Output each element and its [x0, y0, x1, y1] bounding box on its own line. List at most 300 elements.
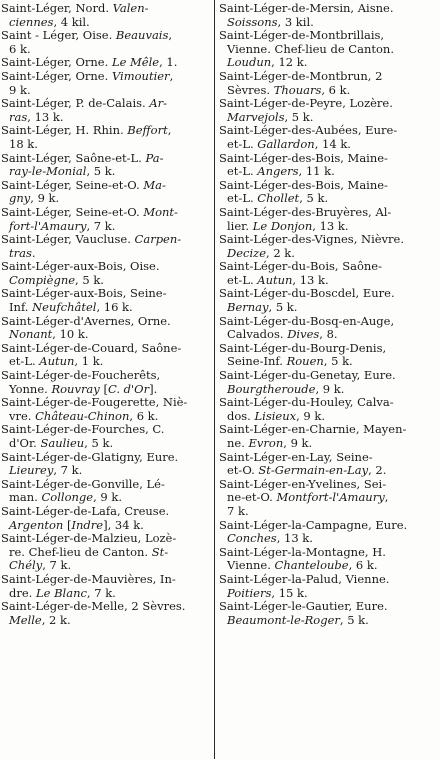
gazetteer-entry: [219, 600, 439, 627]
place-name-italic: Pa-: [145, 151, 164, 165]
entry-headline: [1, 260, 212, 274]
entry-continuation: [1, 84, 212, 98]
entry-continuation: [1, 464, 212, 478]
place-name-italic: Mont-: [143, 205, 178, 219]
gazetteer-entry: [1, 233, 212, 260]
entry-headline: [219, 396, 439, 410]
entry-text: , 10 k.: [52, 328, 89, 342]
place-name-italic: Rouvray: [51, 382, 100, 396]
gazetteer-entry: [219, 423, 439, 450]
entry-continuation: [1, 614, 212, 628]
place-name-italic: Chollet: [257, 192, 300, 206]
entry-continuation: [219, 138, 439, 152]
entry-headline: [219, 600, 439, 614]
entry-continuation: [1, 546, 212, 560]
entry-text: Vienne.: [227, 559, 275, 573]
entry-text: , 9 k.: [283, 437, 313, 450]
entry-headline: [1, 70, 212, 84]
entry-continuation: [219, 614, 439, 628]
entry-headline: [1, 179, 212, 193]
gazetteer-entry: [219, 369, 439, 396]
gazetteer-entry: [1, 2, 212, 29]
entry-continuation: [1, 220, 212, 234]
entry-text: , 13 k.: [27, 110, 64, 124]
entry-text: Saint-Léger-du-Bois, Saône-: [219, 260, 382, 274]
place-name-italic: Autun: [257, 273, 293, 287]
gazetteer-entry: [219, 233, 439, 260]
entry-text: Saint-Léger-la-Campagne, Eure.: [219, 518, 408, 532]
entry-text: Saint-Léger-du-Bourg-Denis,: [219, 341, 387, 355]
entry-text: Saint-Léger-d'Avernes, Orne.: [1, 314, 171, 328]
gazetteer-entry: [1, 600, 212, 627]
gazetteer-entry: [1, 315, 212, 342]
entry-text: , 6 k.: [321, 83, 351, 97]
place-name-italic: Marvejols: [227, 110, 285, 124]
entry-text: , 6 k.: [129, 409, 159, 423]
gazetteer-entry: [219, 179, 439, 206]
entry-text: , 5 k.: [86, 165, 116, 179]
entry-headline: [219, 260, 439, 274]
entry-continuation: [1, 383, 212, 397]
entry-text: Saint-Léger-aux-Bois, Oise.: [1, 260, 160, 274]
gazetteer-entry: [219, 260, 439, 287]
entry-continuation: [219, 43, 439, 57]
entry-text: ].: [149, 382, 158, 396]
place-name-italic: ras: [9, 110, 28, 124]
gazetteer-entry: [1, 532, 212, 573]
entry-text: Saint - Léger, Oise.: [1, 29, 116, 43]
entry-text: Saint-Léger-en-Yvelines, Sei-: [219, 477, 387, 491]
entry-text: Saint-Léger-de-Foucherêts,: [1, 369, 161, 383]
entry-headline: [1, 342, 212, 356]
entry-text: Saint-Léger, Seine-et-O.: [1, 205, 144, 219]
entry-continuation: [219, 247, 439, 261]
place-name-italic: Rouen: [286, 355, 324, 369]
entry-text: Saint-Léger-de-Melle, 2 Sèvres.: [1, 600, 186, 614]
entry-text: [: [99, 382, 108, 396]
entry-text: Saint-Léger-de-Peyre, Lozère.: [219, 97, 393, 111]
gazetteer-entry: [1, 260, 212, 287]
entry-text: , 13 k.: [276, 532, 313, 546]
entry-text: , 9 k.: [296, 409, 326, 423]
entry-text: , 14 k.: [314, 137, 351, 151]
entry-text: , 11 k.: [298, 165, 335, 179]
entry-headline: [1, 451, 212, 465]
gazetteer-entry: [1, 573, 212, 600]
gazetteer-entry: [1, 396, 212, 423]
place-name-italic: Lieurey: [9, 464, 54, 478]
entry-headline: [1, 97, 212, 111]
gazetteer-entry: [1, 56, 212, 70]
entry-text: Calvados.: [227, 328, 288, 342]
entry-text: , 6 k.: [348, 559, 378, 573]
entry-headline: [1, 315, 212, 329]
gazetteer-entry: [1, 287, 212, 314]
place-name-italic: Beffort: [127, 124, 168, 138]
entry-text: Saint-Léger,: [1, 2, 76, 15]
gazetteer-entry: [219, 97, 439, 124]
entry-headline: [1, 505, 212, 519]
entry-continuation: [219, 532, 439, 546]
gazetteer-entry: [219, 287, 439, 314]
gazetteer-entry: [1, 451, 212, 478]
entry-text: Saint-Léger-en-Lay, Seine-: [219, 450, 373, 464]
gazetteer-entry: [219, 546, 439, 573]
place-name-italic: Beauvais: [115, 29, 169, 43]
place-name-italic: Soissons: [227, 15, 278, 29]
entry-continuation: [1, 437, 212, 451]
entry-headline: [1, 56, 212, 70]
entry-continuation: [1, 111, 212, 125]
entry-headline: [219, 315, 439, 329]
entry-text: Saint-Léger-la-Palud, Vienne.: [219, 572, 390, 586]
entry-text: Saint-Léger-du-Genetay, Eure.: [219, 369, 396, 383]
entry-text: , 1.: [159, 56, 178, 70]
entry-text: ,: [167, 124, 172, 138]
entry-headline: [219, 29, 439, 43]
entry-text: Saint-Léger-de-Montbrillais,: [219, 29, 385, 43]
entry-text: d'Or.: [9, 437, 41, 450]
place-name-italic: Gallardon: [257, 137, 315, 151]
entry-headline: [1, 233, 212, 247]
place-name-italic: Indre: [71, 518, 104, 532]
place-name-italic: Valen-: [112, 2, 149, 15]
entry-continuation: [219, 410, 439, 424]
entry-text: 18 k.: [9, 137, 38, 151]
entry-text: Saint-Léger-en-Charnie, Mayen-: [219, 423, 407, 437]
place-name-italic: Le Mêle: [111, 56, 160, 70]
entry-continuation: [1, 274, 212, 288]
entry-text: Saint-Léger-de-Mauvières, In-: [1, 572, 176, 586]
entry-text: , 16 k.: [96, 301, 133, 315]
entry-text: , 5 k.: [323, 355, 353, 369]
place-name-italic: Carpen-: [134, 233, 182, 247]
entry-headline: [219, 287, 439, 301]
entry-continuation: [1, 138, 212, 152]
entry-text: Saint-Léger-de-Couard, Saône-: [1, 341, 182, 355]
entry-text: 9 k.: [9, 83, 31, 97]
entry-headline: [1, 423, 212, 437]
entry-text: , 5 k.: [339, 613, 369, 627]
entry-headline: [1, 2, 212, 16]
place-name-italic: Chély: [9, 559, 43, 573]
entry-headline: [219, 478, 439, 492]
entry-text: , 8.: [319, 328, 338, 342]
entry-text: Saint-Léger-de-Mersin, Aisne.: [219, 2, 394, 15]
place-name-italic: Poitiers: [227, 586, 272, 600]
entry-text: , 2 k.: [266, 246, 295, 260]
place-name-italic: Ma-: [143, 178, 166, 192]
entry-text: , 9 k.: [30, 192, 60, 206]
entry-text: Saint-Léger-du-Boscdel, Eure.: [219, 287, 395, 301]
entry-text: , 5 k.: [268, 301, 298, 315]
place-name-italic: fort-l'Amaury: [9, 219, 87, 233]
entry-text: Saint-Léger, Seine-et-O.: [1, 178, 144, 192]
gazetteer-entry: [219, 124, 439, 151]
gazetteer-entry: [1, 124, 212, 151]
entry-text: Saint-Léger-de-Malzieu, Lozè-: [1, 532, 177, 546]
entry-continuation: [1, 491, 212, 505]
entry-text: Saint-Léger-des-Bruyères, Al-: [219, 205, 392, 219]
entry-text: , 5 k.: [299, 192, 329, 206]
entry-continuation: [219, 383, 439, 397]
entry-headline: [219, 342, 439, 356]
gazetteer-entry: [1, 369, 212, 396]
entry-headline: [219, 70, 439, 84]
place-name-italic: Ar-: [149, 97, 168, 111]
entry-continuation: [219, 559, 439, 573]
entry-headline: [219, 451, 439, 465]
entry-text: Saint-Léger, Vaucluse.: [1, 233, 135, 247]
entry-headline: [219, 573, 439, 587]
gazetteer-entry: [1, 152, 212, 179]
entry-headline: [219, 206, 439, 220]
gazetteer-entry: [219, 29, 439, 70]
place-name-italic: Bernay: [227, 301, 269, 315]
entry-text: et-L.: [9, 355, 40, 369]
entry-text: vre.: [9, 409, 36, 423]
entry-continuation: [1, 355, 212, 369]
entry-headline: [1, 532, 212, 546]
entry-text: , 12 k.: [271, 56, 308, 70]
entry-headline: [219, 546, 439, 560]
place-name-italic: St-Germain-en-Lay: [258, 464, 369, 478]
entry-text: lier.: [227, 219, 253, 233]
entry-headline: [219, 179, 439, 193]
entry-text: , 13 k.: [312, 219, 349, 233]
entry-text: ,: [168, 29, 173, 43]
entry-headline: [219, 152, 439, 166]
entry-text: Saint-Léger-des-Vignes, Nièvre.: [219, 233, 405, 247]
place-name-italic: Montfort-l'Amaury: [276, 491, 385, 505]
entry-text: re. Chef-lieu de Canton.: [9, 545, 152, 559]
entry-text: , 7 k.: [86, 586, 116, 600]
entry-continuation: [219, 301, 439, 315]
gazetteer-entry: [219, 478, 439, 519]
entry-continuation: [1, 587, 212, 601]
gazetteer-entry: [1, 97, 212, 124]
place-name-italic: Vimoutier: [111, 69, 170, 83]
entry-text: ne.: [227, 437, 249, 450]
entry-text: et-L.: [227, 192, 258, 206]
place-name-italic: Angers: [257, 165, 299, 179]
entry-text: Seine-Inf.: [227, 355, 287, 369]
place-name-italic: Nonant: [9, 328, 53, 342]
gazetteer-entry: [219, 573, 439, 600]
place-name-italic: Decize: [227, 246, 267, 260]
entry-text: Saint-Léger-de-Fougerette, Niè-: [1, 396, 188, 410]
place-name-italic: Thouars: [273, 83, 322, 97]
entry-text: Vienne. Chef-lieu de Canton.: [227, 42, 394, 56]
gazetteer-entry: [1, 478, 212, 505]
entry-text: 7 k.: [227, 504, 249, 518]
place-name-italic: ray-le-Monial: [9, 165, 87, 179]
place-name-italic: Château-Chinon: [35, 409, 130, 423]
place-name-italic: Chanteloube: [274, 559, 349, 573]
entry-text: ], 34 k.: [103, 518, 144, 532]
entry-continuation: [219, 192, 439, 206]
place-name-italic: gny: [9, 192, 31, 206]
entry-text: Saint-Léger, Orne.: [1, 56, 112, 70]
entry-text: , 13 k.: [292, 273, 329, 287]
entry-text: ne-et-O.: [227, 491, 277, 505]
entry-headline: [1, 600, 212, 614]
entry-text: Saint-Léger-de-Fourches, C.: [1, 423, 165, 437]
entry-text: 6 k.: [9, 42, 31, 56]
entry-text: man.: [9, 491, 42, 505]
entry-text: [: [63, 518, 72, 532]
entry-continuation: [1, 192, 212, 206]
entry-text: Saint-Léger-de-Gonville, Lé-: [1, 477, 165, 491]
entry-text: , 1 k.: [74, 355, 104, 369]
gazetteer-entry: [219, 315, 439, 342]
place-name-italic: Le Blanc: [35, 586, 87, 600]
entry-headline: [1, 29, 212, 43]
right-column: [219, 2, 439, 759]
entry-headline: [219, 423, 439, 437]
entry-text: ,: [384, 491, 389, 505]
gazetteer-entry: [219, 396, 439, 423]
entry-text: Saint-Léger-des-Bois, Maine-: [219, 178, 388, 192]
entry-text: Saint-Léger, Saône-et-L.: [1, 151, 146, 165]
gazetteer-entry: [1, 423, 212, 450]
place-name-italic: Loudun: [227, 56, 272, 70]
entry-text: Saint-Léger-le-Gautier, Eure.: [219, 600, 388, 614]
entry-text: , 9 k.: [315, 382, 345, 396]
entry-text: Saint-Léger, P. de-Calais.: [1, 97, 150, 111]
gazetteer-entry: [1, 342, 212, 369]
entry-continuation: [219, 491, 439, 505]
entry-continuation: [219, 84, 439, 98]
gazetteer-entry: [219, 70, 439, 97]
entry-text: dos.: [227, 409, 255, 423]
entry-headline: [1, 152, 212, 166]
entry-text: Saint-Léger-de-Montbrun, 2: [219, 69, 383, 83]
entry-headline: [219, 519, 439, 533]
entry-continuation: [219, 355, 439, 369]
entry-continuation: [1, 43, 212, 57]
place-name-italic: Beaumont-le-Roger: [227, 613, 340, 627]
entry-continuation: [219, 587, 439, 601]
place-name-italic: Melle: [9, 613, 42, 627]
entry-headline: [219, 124, 439, 138]
entry-headline: [1, 573, 212, 587]
place-name-italic: Bourgtheroude: [227, 382, 316, 396]
entry-text: Saint-Léger-de-Lafa, Creuse.: [1, 504, 170, 518]
entry-text: , 2 k.: [41, 613, 71, 627]
place-name-italic: tras: [9, 246, 32, 260]
entry-text: , 5 k.: [284, 110, 314, 124]
place-name-italic: Neufchâtel: [32, 301, 97, 315]
entry-text: , 15 k.: [271, 586, 308, 600]
place-name-italic: Collonge: [41, 491, 94, 505]
gazetteer-entry: [219, 451, 439, 478]
entry-text: Nord.: [75, 2, 113, 15]
entry-continuation: [1, 519, 212, 533]
entry-text: Saint-Léger-des-Aubées, Eure-: [219, 124, 398, 138]
entry-text: , 3 kil.: [277, 15, 314, 29]
entry-continuation: [1, 410, 212, 424]
entry-text: Saint-Léger-des-Bois, Maine-: [219, 151, 388, 165]
entry-text: , 7 k.: [42, 559, 72, 573]
gazetteer-entry: [1, 179, 212, 206]
entry-text: dre.: [9, 586, 36, 600]
entry-continuation: [1, 165, 212, 179]
entry-text: , 9 k.: [93, 491, 122, 505]
entry-text: , 4 kil.: [53, 15, 90, 29]
entry-continuation: [219, 274, 439, 288]
entry-headline: [219, 369, 439, 383]
entry-text: , 7 k.: [53, 464, 83, 478]
entry-headline: [1, 124, 212, 138]
entry-text: , 7 k.: [86, 219, 116, 233]
entry-headline: [1, 478, 212, 492]
entry-text: Sèvres.: [227, 83, 274, 97]
entry-continuation: [219, 56, 439, 70]
entry-text: .: [31, 246, 36, 260]
entry-continuation: [219, 437, 439, 451]
entry-text: Saint-Léger-la-Montagne, H.: [219, 545, 386, 559]
entry-text: Saint-Léger-du-Houley, Calva-: [219, 396, 394, 410]
gazetteer-entry: [1, 29, 212, 56]
entry-continuation: [219, 165, 439, 179]
entry-text: Saint-Léger-aux-Bois, Seine-: [1, 287, 167, 301]
gazetteer-entry: [219, 519, 439, 546]
gazetteer-entry: [219, 342, 439, 369]
place-name-italic: St-: [151, 545, 169, 559]
place-name-italic: Le Donjon: [252, 219, 313, 233]
place-name-italic: Argenton: [9, 518, 64, 532]
gazetteer-entry: [219, 2, 439, 29]
entry-text: Yonne.: [9, 382, 52, 396]
entry-continuation: [219, 328, 439, 342]
gazetteer-entry: [1, 505, 212, 532]
place-name-italic: C. d'Or: [107, 382, 150, 396]
entry-text: , 5 k.: [75, 273, 104, 287]
entry-headline: [1, 287, 212, 301]
place-name-italic: ciennes: [9, 15, 54, 29]
place-name-italic: Conches: [227, 532, 277, 546]
entry-continuation: [1, 301, 212, 315]
entry-text: et-L.: [227, 165, 258, 179]
gazetteer-entry: [1, 206, 212, 233]
entry-text: et-L.: [227, 137, 258, 151]
entry-continuation: [219, 16, 439, 30]
entry-text: et-O.: [227, 464, 259, 478]
place-name-italic: Evron: [248, 437, 284, 450]
entry-text: Saint-Léger-du-Bosq-en-Auge,: [219, 314, 395, 328]
entry-text: Saint-Léger, H. Rhin.: [1, 124, 128, 138]
entry-continuation: [219, 111, 439, 125]
entry-headline: [1, 206, 212, 220]
place-name-italic: Dives: [287, 328, 320, 342]
entry-text: Inf.: [9, 301, 33, 315]
left-column: [1, 2, 212, 759]
entry-text: Saint-Léger, Orne.: [1, 69, 112, 83]
entry-continuation: [219, 220, 439, 234]
entry-headline: [219, 2, 439, 16]
entry-text: ,: [169, 69, 174, 83]
entry-text: Saint-Léger-de-Glatigny, Eure.: [1, 450, 179, 464]
entry-continuation: [1, 16, 212, 30]
gazetteer-entry: [219, 206, 439, 233]
entry-headline: [1, 369, 212, 383]
entry-text: et-L.: [227, 273, 258, 287]
entry-continuation: [1, 559, 212, 573]
place-name-italic: Saulieu: [40, 437, 85, 450]
place-name-italic: Lisieux: [254, 409, 297, 423]
entry-headline: [219, 233, 439, 247]
